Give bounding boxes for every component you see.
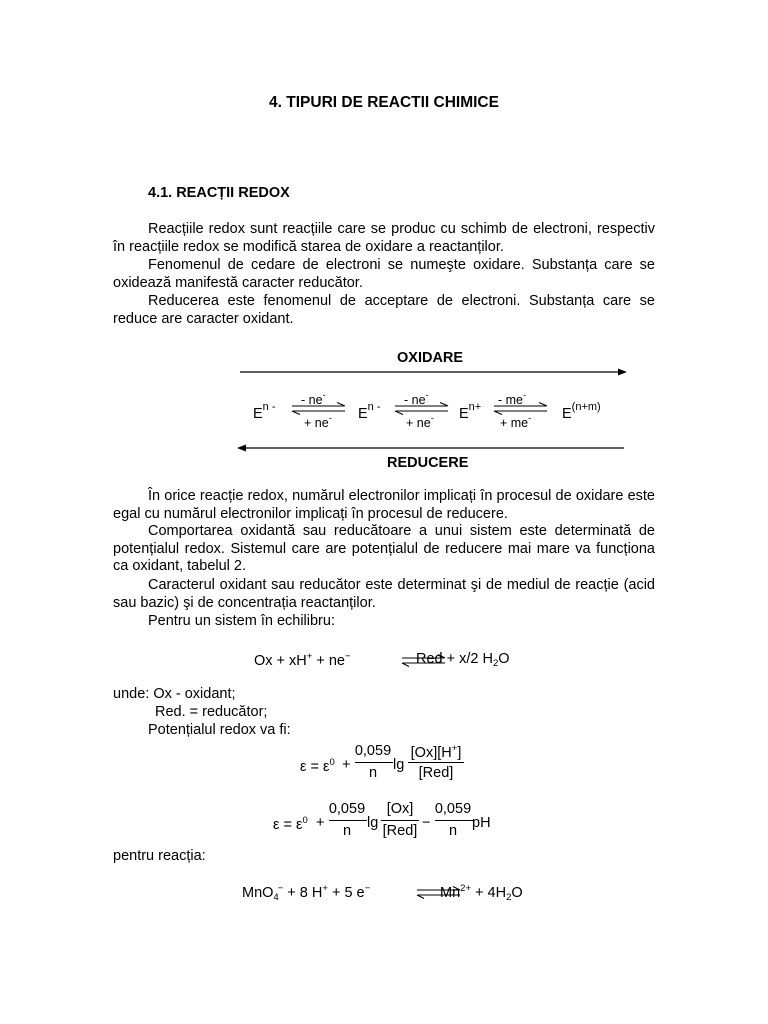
formula2-num: [Ox] bbox=[386, 801, 414, 817]
body-paragraph-2: Comportarea oxidantă sau reducătoare a unui sistem este determinată de potențialul redox. Sistemul care are potențialul de reducere mai mare va funcționa ca oxidant, tabelul 2. bbox=[113, 523, 655, 575]
species-1: $E^{n -}$ bbox=[253, 401, 276, 422]
charge-1: n - bbox=[262, 401, 276, 413]
charge-4: (n+m) bbox=[571, 401, 601, 413]
formula2-coef-den: n bbox=[342, 823, 352, 839]
charge-3: n+ bbox=[468, 401, 482, 413]
reverse-label-1: + ne- bbox=[304, 413, 332, 430]
definition-ox: unde: Ox - oxidant; bbox=[113, 686, 236, 702]
reverse-label-3: + me- bbox=[500, 413, 532, 430]
species-4: $E^{(n+m)}$ bbox=[562, 401, 601, 422]
formula2-lhs: $\varepsilon = \varepsilon^0$ bbox=[273, 815, 308, 833]
formula1-coef-den: n bbox=[368, 765, 378, 781]
formula1-coef-num: 0,059 bbox=[354, 743, 392, 759]
reverse-label-2: + ne- bbox=[406, 413, 434, 430]
intro-paragraph-3: Reducerea este fenomenul de acceptare de electroni. Substanța care se reduce are caracter oxidant. bbox=[113, 293, 655, 327]
formula1-lhs: $\varepsilon = \varepsilon^0$ bbox=[300, 757, 335, 775]
body-paragraph-1: În orice reacție redox, numărul electronilor implicați în procesul de oxidare este egal cu numărul electronilor implicați în procesul de reducere. bbox=[113, 488, 655, 522]
section-heading: 4.1. REACȚII REDOX bbox=[148, 185, 290, 201]
body-paragraph-4: Pentru un sistem în echilibru: bbox=[148, 613, 335, 629]
formula2-ph: pH bbox=[472, 815, 491, 831]
reaction-rhs: $Mn^{2+} + 4H_2O$ bbox=[440, 883, 523, 903]
intro-paragraph-2: Fenomenul de cedare de electroni se numeşte oxidare. Substanța care se oxidează manifestă caracter reducător. bbox=[113, 257, 655, 291]
intro-paragraph-1: Reacțiile redox sunt reacțiile care se produc cu schimb de electroni, respectiv în reacțiile redox se modifică starea de oxidare a reactanților. bbox=[113, 221, 655, 255]
page-title: 4. TIPURI DE REACTII CHIMICE bbox=[269, 94, 499, 111]
formula1-bar bbox=[408, 762, 464, 763]
definition-red: Red. = reducător; bbox=[155, 704, 268, 720]
formula2-plus: + bbox=[316, 815, 325, 831]
equilibrium-rhs: Red + x/2 $H_2O$ bbox=[416, 651, 510, 669]
formula2-coef2-num: 0,059 bbox=[434, 801, 472, 817]
species-2: $E^{n -}$ bbox=[358, 401, 381, 422]
reduction-arrow bbox=[234, 441, 626, 455]
reaction-lhs: MnO$_4$− + 8 H+ + 5 e− bbox=[242, 883, 371, 903]
formula2-coef-bar bbox=[329, 820, 367, 821]
formula2-lg: lg bbox=[367, 815, 379, 831]
formula1-num: [Ox][H+] bbox=[410, 743, 462, 761]
body-paragraph-3: Caracterul oxidant sau reducător este determinat şi de mediul de reacție (acid sau bazic) şi de concentrația reactanților. bbox=[113, 577, 655, 611]
forward-label-1: - ne- bbox=[301, 390, 326, 407]
formula2-minus: − bbox=[422, 815, 431, 831]
forward-label-3: - me- bbox=[498, 390, 527, 407]
oxidation-arrow bbox=[238, 365, 630, 379]
forward-label-2: - ne- bbox=[404, 390, 429, 407]
formula1-coef-bar bbox=[355, 762, 393, 763]
formula1-plus: + bbox=[342, 757, 351, 773]
formula1-lg: lg bbox=[393, 757, 405, 773]
formula2-coef2-den: n bbox=[448, 823, 458, 839]
formula2-coef2-bar bbox=[435, 820, 473, 821]
formula2-coef-num: 0,059 bbox=[328, 801, 366, 817]
equilibrium-lhs: Ox + xH+ + ne− bbox=[254, 651, 351, 669]
reducere-label: REDUCERE bbox=[387, 455, 469, 471]
oxidare-label: OXIDARE bbox=[397, 350, 464, 366]
formula2-den: [Red] bbox=[382, 823, 418, 839]
reaction-intro: pentru reacția: bbox=[113, 848, 206, 864]
species-3: $E^{n+}$ bbox=[459, 401, 482, 422]
formula1-den: [Red] bbox=[418, 765, 454, 781]
formula2-bar bbox=[381, 820, 419, 821]
charge-2: n - bbox=[367, 401, 381, 413]
potential-intro: Potențialul redox va fi: bbox=[148, 722, 291, 738]
